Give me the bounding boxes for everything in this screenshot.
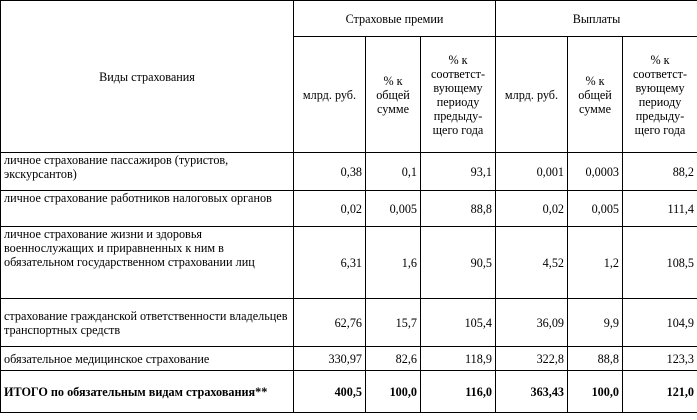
premiums-share-cell: 0,005 — [366, 191, 421, 227]
premiums-bn-cell: 6,31 — [294, 227, 366, 299]
payouts-bn-cell: 322,8 — [496, 347, 568, 371]
payouts-prev-cell: 104,9 — [623, 299, 697, 347]
premiums-share-cell: 1,6 — [366, 227, 421, 299]
premiums-share-cell: 82,6 — [366, 347, 421, 371]
premiums-prev-cell: 93,1 — [421, 153, 496, 191]
premiums-bn-header: млрд. руб. — [294, 37, 366, 153]
premiums-prev-header: % к соответст-вующему периоду предыду-щего года — [421, 37, 496, 153]
row-type-name: личное страхование работников налоговых органов — [1, 191, 294, 227]
payouts-share-total: 100,0 — [568, 371, 623, 413]
payouts-prev-header: % к соответст-вующему периоду предыду-щего года — [623, 37, 697, 153]
payouts-bn-cell: 0,02 — [496, 191, 568, 227]
premiums-group-header: Страховые премии — [294, 1, 496, 37]
insurance-types-header: Виды страхования — [1, 1, 294, 153]
table-row — [1, 299, 697, 347]
payouts-prev-cell: 88,2 — [623, 153, 697, 191]
premiums-bn-cell: 330,97 — [294, 347, 366, 371]
payouts-share-cell: 88,8 — [568, 347, 623, 371]
payouts-bn-total: 363,43 — [496, 371, 568, 413]
premiums-bn-cell: 0,38 — [294, 153, 366, 191]
payouts-prev-cell: 111,4 — [623, 191, 697, 227]
premiums-share-cell: 0,1 — [366, 153, 421, 191]
payouts-bn-header: млрд. руб. — [496, 37, 568, 153]
premiums-bn-total: 400,5 — [294, 371, 366, 413]
row-type-name: обязательное медицинское страхование — [1, 347, 294, 371]
row-type-name: личное страхование пассажиров (туристов, экскурсантов) — [1, 153, 294, 191]
premiums-prev-total: 116,0 — [421, 371, 496, 413]
header-row-groups — [1, 1, 697, 37]
payouts-prev-cell: 123,3 — [623, 347, 697, 371]
premiums-share-header: % к общей сумме — [366, 37, 421, 153]
payouts-share-cell: 0,0003 — [568, 153, 623, 191]
table-row-total — [1, 371, 697, 413]
premiums-prev-cell: 105,4 — [421, 299, 496, 347]
payouts-group-header: Выплаты — [496, 1, 697, 37]
premiums-share-total: 100,0 — [366, 371, 421, 413]
payouts-share-cell: 9,9 — [568, 299, 623, 347]
payouts-bn-cell: 0,001 — [496, 153, 568, 191]
total-row-name: ИТОГО по обязательным видам страхования** — [1, 371, 294, 413]
premiums-prev-cell: 90,5 — [421, 227, 496, 299]
premiums-prev-cell: 118,9 — [421, 347, 496, 371]
payouts-share-cell: 1,2 — [568, 227, 623, 299]
payouts-share-header: % к общей сумме — [568, 37, 623, 153]
table-row — [1, 347, 697, 371]
row-type-name: страхование гражданской ответственности владельцев транспортных средств — [1, 299, 294, 347]
payouts-prev-cell: 108,5 — [623, 227, 697, 299]
payouts-share-cell: 0,005 — [568, 191, 623, 227]
premiums-bn-cell: 0,02 — [294, 191, 366, 227]
row-type-name: личное страхование жизни и здоровья военнослужащих и приравненных к ним в обязательном государственном страховании лиц — [1, 227, 294, 299]
premiums-prev-cell: 88,8 — [421, 191, 496, 227]
table-row — [1, 191, 697, 227]
table-row — [1, 227, 697, 299]
payouts-prev-total: 121,0 — [623, 371, 697, 413]
payouts-bn-cell: 4,52 — [496, 227, 568, 299]
table-row — [1, 153, 697, 191]
premiums-bn-cell: 62,76 — [294, 299, 366, 347]
premiums-share-cell: 15,7 — [366, 299, 421, 347]
payouts-bn-cell: 36,09 — [496, 299, 568, 347]
